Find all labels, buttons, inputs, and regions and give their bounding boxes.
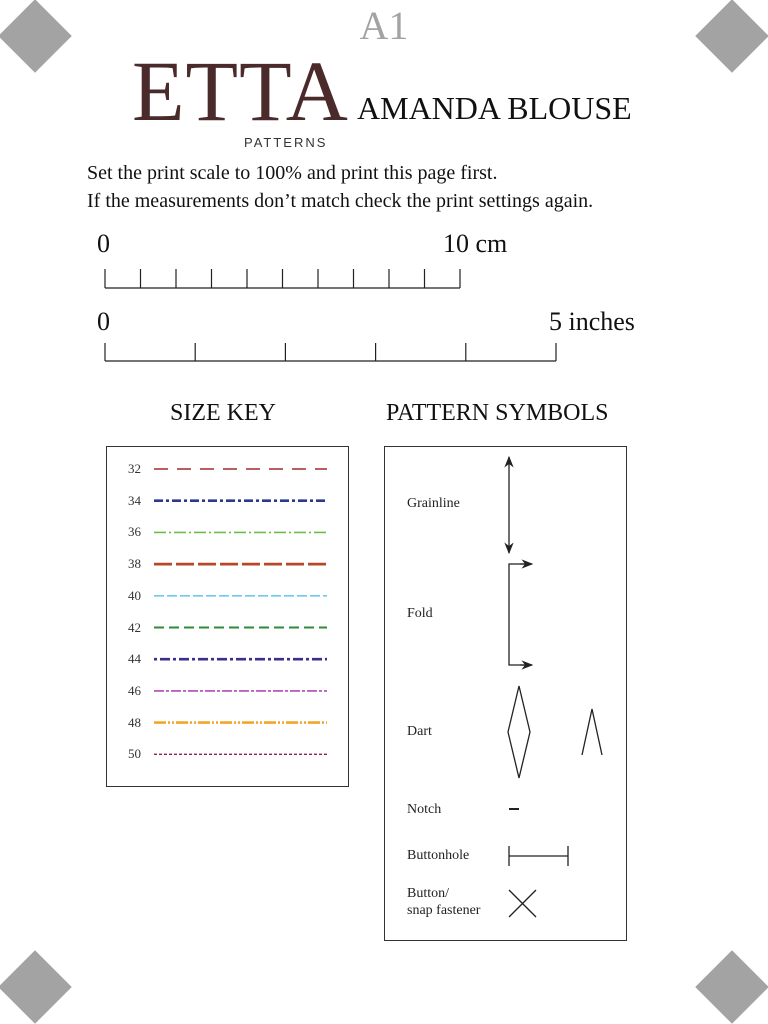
- fold-label: Fold: [407, 606, 433, 621]
- pattern-symbols-title: PATTERN SYMBOLS: [386, 400, 609, 426]
- size-label-40: 40: [128, 587, 141, 603]
- size-label-48: 48: [128, 714, 141, 730]
- buttonhole-icon: [509, 846, 568, 866]
- pattern-title: AMANDA BLOUSE: [357, 90, 632, 126]
- size-label-34: 34: [128, 492, 141, 508]
- button-label-line-1: Button/: [407, 886, 450, 901]
- size-key-title: SIZE KEY: [170, 400, 276, 426]
- size-label-46: 46: [128, 682, 141, 698]
- fold-icon: [509, 564, 532, 665]
- brand-subtitle: PATTERNS: [244, 135, 328, 150]
- button-cross-icon: [509, 890, 536, 917]
- instruction-line-2: If the measurements don’t match check the print settings again.: [87, 190, 594, 212]
- buttonhole-label: Buttonhole: [407, 848, 470, 863]
- grainline-label: Grainline: [407, 496, 460, 511]
- brand-logo: ETTA: [132, 43, 349, 139]
- size-label-36: 36: [128, 524, 141, 540]
- inch-ruler-end-label: 5 inches: [549, 307, 635, 336]
- inch-ruler-start-label: 0: [97, 307, 110, 336]
- dart-label: Dart: [407, 724, 432, 739]
- dart-icon: [508, 686, 530, 778]
- notch-label: Notch: [407, 802, 442, 817]
- button-label-line-2: snap fastener: [407, 902, 481, 918]
- dart-point-icon: [582, 709, 602, 755]
- size-label-32: 32: [128, 461, 141, 476]
- instruction-line-1: Set the print scale to 100% and print this page first.: [87, 162, 498, 184]
- cm-ruler-start-label: 0: [97, 229, 110, 258]
- size-label-44: 44: [128, 651, 141, 667]
- size-label-50: 50: [128, 746, 141, 762]
- cm-ruler-end-label: 10 cm: [443, 229, 508, 258]
- sheet-label: A1: [359, 3, 409, 48]
- size-label-42: 42: [128, 619, 141, 635]
- size-label-38: 38: [128, 556, 141, 572]
